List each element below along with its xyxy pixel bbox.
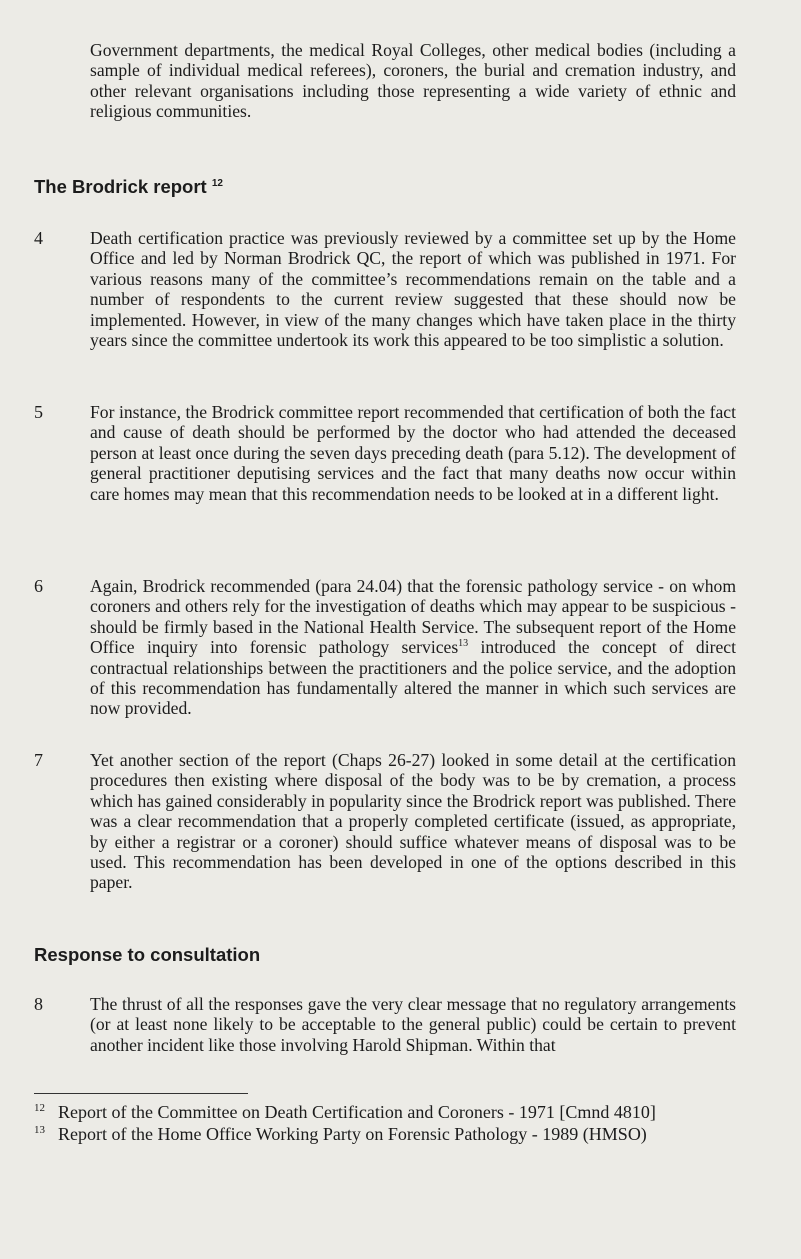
paragraph-7: Yet another section of the report (Chaps 26-27) looked in some detail at the certification procedures then existing where disposal of the body was to be by cremation, a process which has gained considerably in popularity since the Brodrick report was published. There was a clear recommendation that a properly completed certificate (issued, as appropriate, by either a registrar or a coroner) should suffice whatever means of disposal was to be used. This recommendation has been developed in one of the options described in this paper. — [90, 750, 736, 893]
footnote-12: 12 Report of the Committee on Death Certification and Coroners - 1971 [Cmnd 4810] — [34, 1102, 656, 1122]
footnote-ref-12: 12 — [211, 177, 223, 189]
paragraph-6-text-after: introduced the concept of direct contractual relationships between the practitioners and the police service, and the adoption of this recommendation has fundamentally altered the manner in which such services are now provided. — [90, 637, 736, 719]
section-heading-response: Response to consultation — [34, 944, 261, 965]
paragraph-5: For instance, the Brodrick committee report recommended that certification of both the fact and cause of death should be performed by the doctor who had attended the deceased person at least once during the seven days preceding death (para 5.12). The development of general practitioner deputising services and the fact that many deaths now occur within care homes may mean that this recommendation needs to be looked at in a different light. — [90, 402, 736, 504]
paragraph-number-4: 4 — [34, 228, 43, 248]
footnote-text: Report of the Home Office Working Party on Forensic Pathology - 1989 (HMSO) — [58, 1124, 647, 1144]
paragraph-number-6: 6 — [34, 576, 43, 596]
footnote-text: Report of the Committee on Death Certification and Coroners - 1971 [Cmnd 4810] — [58, 1102, 656, 1122]
paragraph-number-5: 5 — [34, 402, 43, 422]
footnote-divider — [34, 1093, 248, 1094]
paragraph-8: The thrust of all the responses gave the very clear message that no regulatory arrangements (or at least none likely to be acceptable to the general public) could be certain to prevent another incident like those involving Harold Shipman. Within that — [90, 994, 736, 1055]
paragraph-6 — [90, 576, 736, 719]
section-heading-brodrick — [34, 176, 223, 198]
paragraph-4: Death certification practice was previously reviewed by a committee set up by the Home Office and led by Norman Brodrick QC, the report of which was published in 1971. For various reasons many of the committee’s recommendations remain on the table and a number of respondents to the current review suggested that these should now be implemented. However, in view of the many changes which have taken place in the thirty years since the committee undertook its work this appeared to be too simplistic a solution. — [90, 228, 736, 351]
footnote-13: 13 Report of the Home Office Working Party on Forensic Pathology - 1989 (HMSO) — [34, 1124, 647, 1144]
intro-paragraph: Government departments, the medical Royal Colleges, other medical bodies (including a sample of individual medical referees), coroners, the burial and cremation industry, and other relevant organisations including those representing a wide variety of ethnic and religious communities. — [90, 40, 736, 122]
heading-text: The Brodrick report — [34, 176, 207, 197]
paragraph-6-text-before: Again, Brodrick recommended (para 24.04) that the forensic pathology service - on whom coroners and others rely for the investigation of deaths which may appear to be suspicious - should be firmly based in the National Health Service. The subsequent report of the Home Office inquiry into forensic pathology services — [90, 576, 736, 658]
paragraph-number-8: 8 — [34, 994, 43, 1014]
footnote-ref-13: 13 — [458, 638, 469, 650]
paragraph-number-7: 7 — [34, 750, 43, 770]
